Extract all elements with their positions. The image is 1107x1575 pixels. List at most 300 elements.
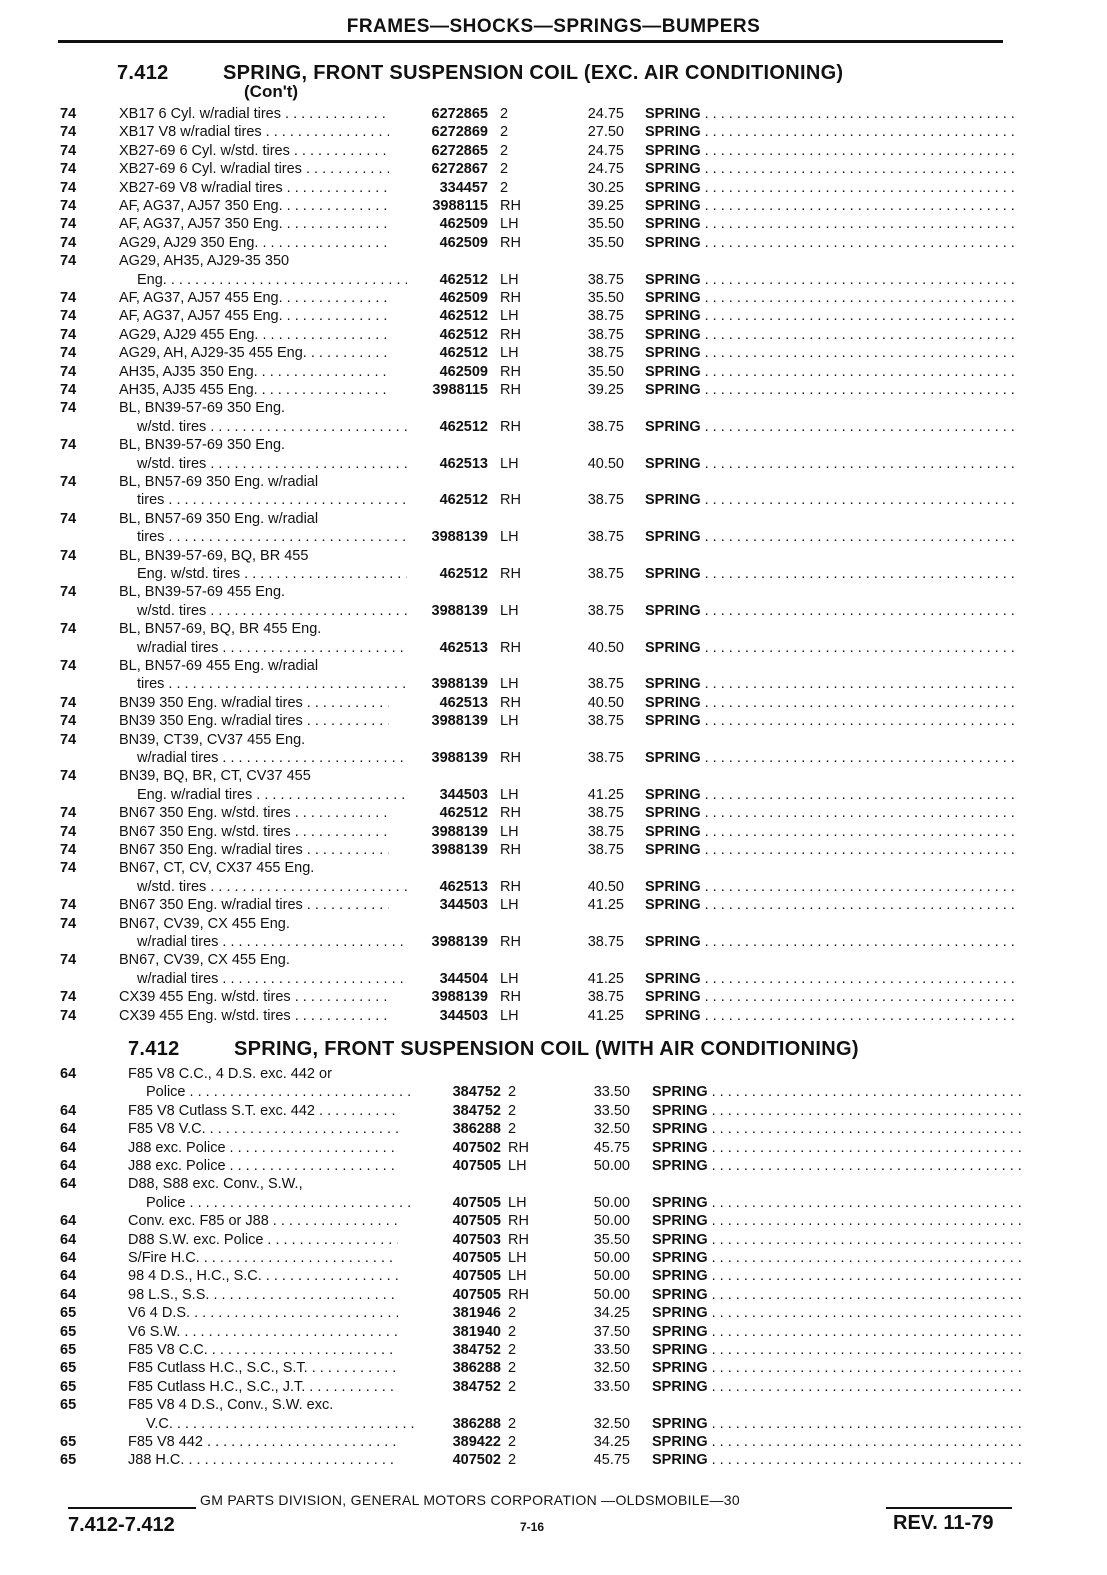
description-cell: AF, AG37, AJ57 455 Eng. . . . — [119, 290, 389, 306]
quantity-cell: LH — [500, 823, 519, 840]
table-row — [0, 1324, 1107, 1342]
price-cell: 40.50 — [587, 639, 624, 656]
part-number-cell: 462513 — [439, 455, 488, 472]
description-cell: AG29, AH, AJ29-35 455 Eng. . . . — [119, 345, 389, 361]
year-cell: 74 — [60, 731, 77, 748]
price-cell: 50.00 — [593, 1158, 630, 1174]
part-name-cell: SPRING . . . — [645, 566, 1015, 582]
part-number-cell: 6272865 — [431, 106, 488, 122]
year-cell: 64 — [60, 1176, 77, 1193]
table-row — [0, 805, 1107, 823]
description-cell: XB17 6 Cyl. w/radial tires . . . — [119, 106, 389, 122]
description-cell-continued: w/radial tires . . . — [137, 640, 407, 656]
price-cell: 34.25 — [593, 1434, 630, 1450]
table-row — [0, 382, 1107, 400]
quantity-cell: 2 — [508, 1305, 517, 1322]
year-cell: 74 — [60, 658, 77, 674]
price-cell: 50.00 — [593, 1194, 630, 1211]
year-cell: 74 — [60, 1007, 77, 1024]
quantity-cell: LH — [500, 529, 519, 546]
quantity-cell: RH — [500, 878, 521, 895]
year-cell: 65 — [60, 1397, 77, 1414]
year-cell: 65 — [60, 1378, 77, 1395]
section-title: SPRING, FRONT SUSPENSION COIL (EXC. AIR CONDITIONING) — [223, 62, 844, 84]
price-cell: 50.00 — [593, 1213, 630, 1230]
quantity-cell: LH — [508, 1250, 527, 1266]
table-row — [0, 1158, 1107, 1176]
table-row — [0, 180, 1107, 198]
description-cell: BN67 350 Eng. w/std. tires . . . — [119, 824, 389, 840]
table-row — [0, 1176, 1107, 1213]
year-cell: 74 — [60, 989, 77, 1006]
part-number-cell: 3988139 — [431, 676, 488, 693]
year-cell: 64 — [60, 1268, 77, 1285]
part-number-cell: 3988139 — [431, 749, 488, 766]
part-number-cell: 462509 — [439, 290, 488, 306]
year-cell: 64 — [60, 1231, 77, 1248]
table-row — [0, 345, 1107, 363]
table-row — [0, 198, 1107, 216]
footer-rule-right — [886, 1507, 1012, 1509]
year-cell: 74 — [60, 474, 77, 490]
quantity-cell: RH — [500, 326, 521, 343]
part-name-cell: SPRING . . . — [645, 143, 1015, 159]
table-row — [0, 1379, 1107, 1397]
footer-revision: REV. 11-79 — [893, 1512, 994, 1534]
table-row — [0, 584, 1107, 621]
quantity-cell: 2 — [508, 1452, 517, 1469]
quantity-cell: 2 — [508, 1434, 517, 1450]
table-row — [0, 713, 1107, 731]
price-cell: 41.25 — [587, 897, 624, 914]
price-cell: 33.50 — [593, 1084, 630, 1101]
description-cell: BL, BN57-69 350 Eng. w/radial — [119, 510, 319, 527]
description-cell-continued: w/std. tires . . . — [137, 456, 407, 472]
year-cell: 74 — [60, 860, 77, 877]
year-cell: 65 — [60, 1452, 77, 1469]
price-cell: 32.50 — [593, 1360, 630, 1377]
description-cell-continued: w/radial tires . . . — [137, 750, 407, 766]
part-name-cell: SPRING . . . — [645, 180, 1015, 196]
description-cell: BL, BN57-69, BQ, BR 455 Eng. — [119, 621, 322, 638]
section-title: SPRING, FRONT SUSPENSION COIL (WITH AIR CONDITIONING) — [234, 1038, 859, 1060]
year-cell: 74 — [60, 142, 77, 159]
description-cell: BL, BN57-69 350 Eng. w/radial — [119, 474, 319, 490]
part-name-cell: SPRING . . . — [652, 1287, 1022, 1303]
description-cell: BN67, CV39, CX 455 Eng. — [119, 952, 290, 969]
year-cell: 74 — [60, 805, 77, 822]
year-cell: 74 — [60, 694, 77, 711]
part-number-cell: 381946 — [452, 1305, 501, 1322]
description-cell: J88 exc. Police . . . — [128, 1140, 398, 1156]
price-cell: 35.50 — [587, 363, 624, 380]
table-row — [0, 1342, 1107, 1360]
part-name-cell: SPRING . . . — [652, 1452, 1022, 1468]
year-cell: 65 — [60, 1323, 77, 1340]
description-cell-continued: Eng. w/std. tires . . . — [137, 566, 407, 582]
quantity-cell: 2 — [508, 1378, 517, 1395]
table-row — [0, 437, 1107, 474]
part-number-cell: 462513 — [439, 639, 488, 656]
part-number-cell: 389422 — [452, 1434, 501, 1450]
description-cell: AH35, AJ35 455 Eng. . . . — [119, 382, 389, 398]
year-cell: 74 — [60, 768, 77, 785]
part-number-cell: 384752 — [452, 1342, 501, 1358]
quantity-cell: RH — [500, 842, 521, 858]
part-number-cell: 344504 — [439, 970, 488, 987]
part-number-cell: 462512 — [439, 418, 488, 435]
page-header-title: FRAMES—SHOCKS—SPRINGS—BUMPERS — [346, 16, 761, 37]
description-cell: AF, AG37, AJ57 455 Eng. . . . — [119, 308, 389, 324]
table-row — [0, 124, 1107, 142]
quantity-cell: LH — [508, 1194, 527, 1211]
table-row — [0, 308, 1107, 326]
part-number-cell: 3988139 — [431, 842, 488, 858]
quantity-cell: RH — [500, 382, 521, 398]
table-row — [0, 474, 1107, 511]
price-cell: 24.75 — [587, 161, 624, 178]
quantity-cell: RH — [500, 989, 521, 1006]
quantity-cell: LH — [500, 216, 519, 233]
footer-division-text: GM PARTS DIVISION, GENERAL MOTORS CORPORATION —OLDSMOBILE—30 — [200, 1492, 740, 1508]
table-row — [0, 621, 1107, 658]
table-row — [0, 695, 1107, 713]
part-name-cell: SPRING . . . — [645, 364, 1015, 380]
section-number: 7.412 — [117, 62, 169, 84]
year-cell: 74 — [60, 234, 77, 251]
part-name-cell: SPRING . . . — [645, 805, 1015, 821]
quantity-cell: LH — [500, 676, 519, 693]
quantity-cell: RH — [500, 290, 521, 306]
footer-page-number: 7-16 — [520, 1520, 545, 1534]
description-cell: F85 V8 Cutlass S.T. exc. 442 . . . — [128, 1103, 398, 1119]
table-row — [0, 1140, 1107, 1158]
part-number-cell: 386288 — [452, 1360, 501, 1377]
part-number-cell: 407505 — [452, 1213, 501, 1230]
description-cell-continued: tires . . . — [137, 676, 407, 692]
description-cell: AG29, AH35, AJ29-35 350 — [119, 253, 290, 270]
part-number-cell: 407505 — [452, 1250, 501, 1266]
year-cell: 64 — [60, 1121, 77, 1138]
description-cell-continued: Eng. w/radial tires . . . — [137, 787, 407, 803]
description-cell: D88, S88 exc. Conv., S.W., — [128, 1176, 303, 1193]
price-cell: 38.75 — [587, 713, 624, 730]
description-cell: F85 V8 C.C. . . . — [128, 1342, 398, 1358]
part-number-cell: 407502 — [452, 1452, 501, 1469]
description-cell: J88 H.C. . . . — [128, 1452, 398, 1468]
description-cell-continued: w/std. tires . . . — [137, 879, 407, 895]
table-row — [0, 824, 1107, 842]
part-number-cell: 3988115 — [432, 382, 488, 398]
part-number-cell: 6272869 — [431, 124, 488, 141]
part-number-cell: 407502 — [452, 1139, 501, 1156]
description-cell: F85 Cutlass H.C., S.C., S.T. . . . — [128, 1360, 398, 1376]
price-cell: 38.75 — [587, 308, 624, 325]
description-cell: XB17 V8 w/radial tires . . . — [119, 124, 389, 140]
year-cell: 74 — [60, 547, 77, 564]
part-name-cell: SPRING . . . — [645, 327, 1015, 343]
price-cell: 32.50 — [593, 1121, 630, 1138]
part-number-cell: 344503 — [439, 786, 488, 803]
year-cell: 74 — [60, 842, 77, 858]
year-cell: 74 — [60, 382, 77, 398]
price-cell: 35.50 — [593, 1231, 630, 1248]
quantity-cell: RH — [500, 749, 521, 766]
quantity-cell: RH — [500, 234, 521, 251]
part-name-cell: SPRING . . . — [645, 1008, 1015, 1024]
year-cell: 74 — [60, 363, 77, 380]
part-name-cell: SPRING . . . — [645, 345, 1015, 361]
part-number-cell: 3988139 — [431, 989, 488, 1006]
price-cell: 40.50 — [587, 694, 624, 711]
quantity-cell: RH — [500, 363, 521, 380]
part-name-cell: SPRING . . . — [652, 1195, 1022, 1211]
description-cell: XB27-69 6 Cyl. w/radial tires . . . — [119, 161, 389, 177]
part-name-cell: SPRING . . . — [645, 842, 1015, 858]
part-number-cell: 344503 — [439, 897, 488, 914]
quantity-cell: LH — [500, 455, 519, 472]
part-name-cell: SPRING . . . — [645, 824, 1015, 840]
description-cell-continued: tires . . . — [137, 529, 407, 545]
description-cell-continued: V.C. . . . — [146, 1416, 416, 1432]
quantity-cell: 2 — [500, 142, 509, 159]
part-number-cell: 462512 — [439, 308, 488, 325]
description-cell: CX39 455 Eng. w/std. tires . . . — [119, 989, 389, 1005]
description-cell: F85 V8 V.C. . . . — [128, 1121, 398, 1137]
part-number-cell: 384752 — [452, 1084, 501, 1101]
description-cell: F85 Cutlass H.C., S.C., J.T. . . . — [128, 1379, 398, 1395]
part-name-cell: SPRING . . . — [645, 879, 1015, 895]
price-cell: 39.25 — [587, 382, 624, 398]
description-cell: F85 V8 442 . . . — [128, 1434, 398, 1450]
price-cell: 38.75 — [587, 823, 624, 840]
part-number-cell: 3988139 — [431, 529, 488, 546]
part-number-cell: 462512 — [439, 345, 488, 362]
description-cell: 98 L.S., S.S. . . . — [128, 1287, 398, 1303]
quantity-cell: LH — [500, 1007, 519, 1024]
part-number-cell: 6272867 — [431, 161, 488, 178]
part-name-cell: SPRING . . . — [645, 235, 1015, 251]
description-cell: V6 4 D.S. . . . — [128, 1305, 398, 1321]
part-number-cell: 462509 — [439, 234, 488, 251]
table-row — [0, 1305, 1107, 1323]
table-row — [0, 327, 1107, 345]
part-name-cell: SPRING . . . — [652, 1305, 1022, 1321]
part-name-cell: SPRING . . . — [645, 750, 1015, 766]
quantity-cell: LH — [508, 1158, 527, 1174]
table-row — [0, 1066, 1107, 1103]
table-row — [0, 511, 1107, 548]
description-cell-continued: Police . . . — [146, 1195, 416, 1211]
part-number-cell: 462512 — [439, 492, 488, 509]
quantity-cell: RH — [500, 418, 521, 435]
price-cell: 41.25 — [587, 1007, 624, 1024]
part-name-cell: SPRING . . . — [645, 308, 1015, 324]
quantity-cell: RH — [508, 1231, 529, 1248]
section-continued-label: (Con't) — [244, 82, 299, 101]
price-cell: 33.50 — [593, 1342, 630, 1358]
part-number-cell: 384752 — [452, 1378, 501, 1395]
part-number-cell: 334457 — [439, 179, 488, 196]
year-cell: 74 — [60, 713, 77, 730]
description-cell: Conv. exc. F85 or J88 . . . — [128, 1213, 398, 1229]
table-row — [0, 253, 1107, 290]
year-cell: 74 — [60, 915, 77, 932]
part-name-cell: SPRING . . . — [652, 1268, 1022, 1284]
description-cell: BN39, BQ, BR, CT, CV37 455 — [119, 768, 311, 785]
part-name-cell: SPRING . . . — [652, 1416, 1022, 1432]
year-cell: 65 — [60, 1305, 77, 1322]
price-cell: 45.75 — [593, 1139, 630, 1156]
table-row — [0, 989, 1107, 1007]
part-number-cell: 462509 — [439, 216, 488, 233]
year-cell: 64 — [60, 1102, 77, 1119]
price-cell: 33.50 — [593, 1378, 630, 1395]
part-name-cell: SPRING . . . — [645, 934, 1015, 950]
table-row — [0, 400, 1107, 437]
part-number-cell: 3988139 — [431, 933, 488, 950]
table-row — [0, 1232, 1107, 1250]
table-row — [0, 106, 1107, 124]
part-name-cell: SPRING . . . — [645, 106, 1015, 122]
table-row — [0, 842, 1107, 860]
description-cell: BN67 350 Eng. w/std. tires . . . — [119, 805, 389, 821]
description-cell: AH35, AJ35 350 Eng. . . . — [119, 364, 389, 380]
price-cell: 35.50 — [587, 216, 624, 233]
price-cell: 50.00 — [593, 1286, 630, 1303]
quantity-cell: LH — [500, 970, 519, 987]
part-name-cell: SPRING . . . — [652, 1084, 1022, 1100]
table-row — [0, 216, 1107, 234]
part-name-cell: SPRING . . . — [652, 1140, 1022, 1156]
quantity-cell: LH — [500, 271, 519, 288]
table-row — [0, 916, 1107, 953]
year-cell: 74 — [60, 253, 77, 270]
part-number-cell: 462513 — [439, 694, 488, 711]
table-row — [0, 1287, 1107, 1305]
price-cell: 50.00 — [593, 1268, 630, 1285]
year-cell: 64 — [60, 1213, 77, 1230]
part-number-cell: 6272865 — [431, 142, 488, 159]
year-cell: 74 — [60, 124, 77, 141]
part-name-cell: SPRING . . . — [645, 603, 1015, 619]
price-cell: 38.75 — [587, 345, 624, 362]
description-cell-continued: Police . . . — [146, 1084, 416, 1100]
part-number-cell: 3988115 — [432, 198, 488, 214]
year-cell: 64 — [60, 1066, 77, 1082]
part-number-cell: 344503 — [439, 1007, 488, 1024]
part-number-cell: 386288 — [452, 1415, 501, 1432]
price-cell: 45.75 — [593, 1452, 630, 1469]
price-cell: 24.75 — [587, 142, 624, 159]
part-number-cell: 384752 — [452, 1102, 501, 1119]
table-row — [0, 1213, 1107, 1231]
quantity-cell: LH — [500, 308, 519, 325]
part-name-cell: SPRING . . . — [645, 456, 1015, 472]
quantity-cell: RH — [508, 1139, 529, 1156]
description-cell-continued: w/radial tires . . . — [137, 971, 407, 987]
part-name-cell: SPRING . . . — [645, 787, 1015, 803]
year-cell: 74 — [60, 437, 77, 454]
part-name-cell: SPRING . . . — [645, 971, 1015, 987]
price-cell: 38.75 — [587, 418, 624, 435]
year-cell: 74 — [60, 290, 77, 306]
year-cell: 65 — [60, 1342, 77, 1358]
part-name-cell: SPRING . . . — [645, 492, 1015, 508]
quantity-cell: RH — [500, 492, 521, 509]
table-row — [0, 1360, 1107, 1378]
price-cell: 38.75 — [587, 676, 624, 693]
description-cell-continued: Eng. . . . — [137, 272, 407, 288]
part-name-cell: SPRING . . . — [645, 989, 1015, 1005]
part-name-cell: SPRING . . . — [645, 198, 1015, 214]
year-cell: 74 — [60, 345, 77, 362]
part-name-cell: SPRING . . . — [652, 1158, 1022, 1174]
description-cell: F85 V8 C.C., 4 D.S. exc. 442 or — [128, 1066, 332, 1082]
part-number-cell: 462512 — [439, 565, 488, 582]
price-cell: 38.75 — [587, 271, 624, 288]
quantity-cell: 2 — [508, 1415, 517, 1432]
price-cell: 50.00 — [593, 1250, 630, 1266]
part-name-cell: SPRING . . . — [645, 713, 1015, 729]
price-cell: 40.50 — [587, 455, 624, 472]
table-row — [0, 658, 1107, 695]
part-name-cell: SPRING . . . — [645, 419, 1015, 435]
price-cell: 38.75 — [587, 749, 624, 766]
part-name-cell: SPRING . . . — [652, 1324, 1022, 1340]
price-cell: 38.75 — [587, 602, 624, 619]
description-cell: BN67 350 Eng. w/radial tires . . . — [119, 897, 389, 913]
table-row — [0, 161, 1107, 179]
year-cell: 74 — [60, 179, 77, 196]
year-cell: 74 — [60, 621, 77, 638]
year-cell: 65 — [60, 1360, 77, 1377]
part-name-cell: SPRING . . . — [645, 676, 1015, 692]
part-number-cell: 3988139 — [431, 602, 488, 619]
description-cell: BL, BN57-69 455 Eng. w/radial — [119, 658, 319, 674]
part-name-cell: SPRING . . . — [652, 1250, 1022, 1266]
table-row — [0, 1103, 1107, 1121]
price-cell: 38.75 — [587, 326, 624, 343]
quantity-cell: LH — [508, 1268, 527, 1285]
part-name-cell: SPRING . . . — [645, 161, 1015, 177]
price-cell: 38.75 — [587, 529, 624, 546]
description-cell: BL, BN39-57-69 350 Eng. — [119, 437, 286, 454]
description-cell: S/Fire H.C. . . . — [128, 1250, 398, 1266]
table-row — [0, 1268, 1107, 1286]
table-row — [0, 143, 1107, 161]
part-number-cell: 407505 — [452, 1286, 501, 1303]
footer-section-code: 7.412-7.412 — [68, 1514, 175, 1536]
description-cell: BN67 350 Eng. w/radial tires . . . — [119, 842, 389, 858]
part-name-cell: SPRING . . . — [652, 1360, 1022, 1376]
description-cell: BN39, CT39, CV37 455 Eng. — [119, 731, 306, 748]
description-cell: AF, AG37, AJ57 350 Eng. . . . — [119, 216, 389, 232]
year-cell: 74 — [60, 510, 77, 527]
description-cell: CX39 455 Eng. w/std. tires . . . — [119, 1008, 389, 1024]
part-number-cell: 407503 — [452, 1231, 501, 1248]
price-cell: 30.25 — [587, 179, 624, 196]
price-cell: 41.25 — [587, 786, 624, 803]
part-number-cell: 407505 — [452, 1158, 501, 1174]
year-cell: 74 — [60, 897, 77, 914]
quantity-cell: 2 — [508, 1323, 517, 1340]
year-cell: 64 — [60, 1286, 77, 1303]
part-name-cell: SPRING . . . — [645, 290, 1015, 306]
part-number-cell: 386288 — [452, 1121, 501, 1138]
quantity-cell: RH — [508, 1286, 529, 1303]
quantity-cell: LH — [500, 897, 519, 914]
